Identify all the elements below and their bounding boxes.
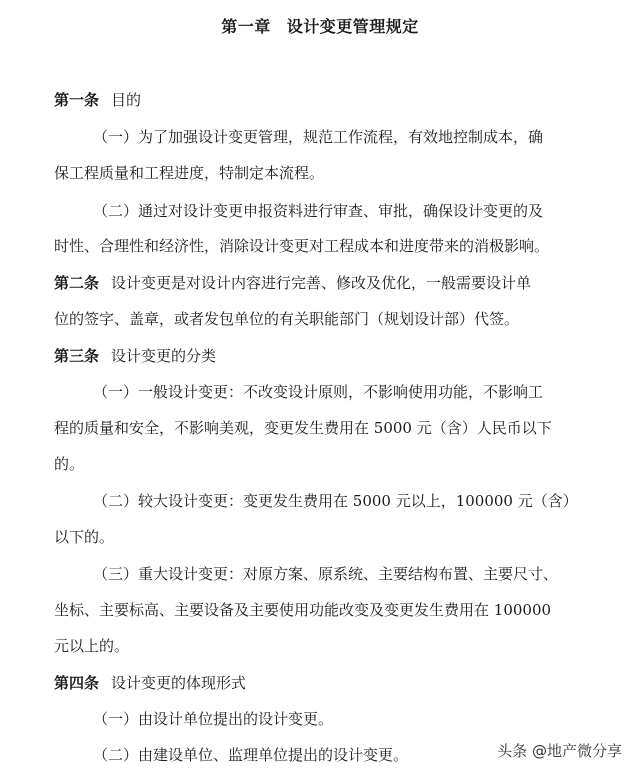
article3-p2-line1: （二）较大设计变更：变更发生费用在 5000 元以上，100000 元（含） [93,492,578,510]
article4-heading: 第四条 [54,674,100,692]
article3-p1-line3: 的。 [54,455,85,473]
article2-line1 [54,273,531,293]
article1-heading: 第一条 [54,91,100,109]
article3-heading: 第三条 [54,347,100,365]
article3-p2-line2: 以下的。 [54,528,115,546]
chapter-name: 设计变更管理规定 [286,17,419,36]
article3-p1-line1: （一）一般设计变更：不改变设计原则，不影响使用功能，不影响工 [93,383,544,401]
article4-title: 设计变更的体现形式 [111,674,247,692]
chapter-number: 第一章 [221,17,271,36]
watermark-label: 头条 @地产微分享 [493,738,626,763]
article1-title: 目的 [111,91,142,109]
article3-p1-line2: 程的质量和安全，不影响美观，变更发生费用在 5000 元（含）人民币以下 [54,419,552,437]
article3-p3-line3: 元以上的。 [54,637,130,655]
article1-heading-line [54,90,141,110]
article1-p2-line1: （二）通过对设计变更申报资料进行审查、审批，确保设计变更的及 [93,202,544,220]
article4-heading-line [54,673,246,693]
article1-p2-line2: 时性、合理性和经济性，消除设计变更对工程成本和进度带来的消极影响。 [54,237,550,255]
article4-p1: （一）由设计单位提出的设计变更。 [93,710,334,728]
article3-title: 设计变更的分类 [111,347,217,365]
article3-p3-line1: （三）重大设计变更：对原方案、原系统、主要结构布置、主要尺寸、 [93,565,559,583]
article2-heading: 第二条 [54,274,100,292]
article1-p1-line2: 保工程质量和工程进度，特制定本流程。 [54,164,325,182]
article3-p3-line2: 坐标、主要标高、主要设备及主要使用功能改变及变更发生费用在 100000 [54,601,552,619]
article3-heading-line [54,346,216,366]
article2-line2: 位的签字、盖章，或者发包单位的有关职能部门（规划设计部）代签。 [54,310,520,328]
article1-p1-line1: （一）为了加强设计变更管理，规范工作流程，有效地控制成本，确 [93,128,544,146]
chapter-title [0,14,640,37]
article2-text-line1: 设计变更是对设计内容进行完善、修改及优化，一般需要设计单 [111,274,532,292]
article4-p2: （二）由建设单位、监理单位提出的设计变更。 [93,746,409,764]
